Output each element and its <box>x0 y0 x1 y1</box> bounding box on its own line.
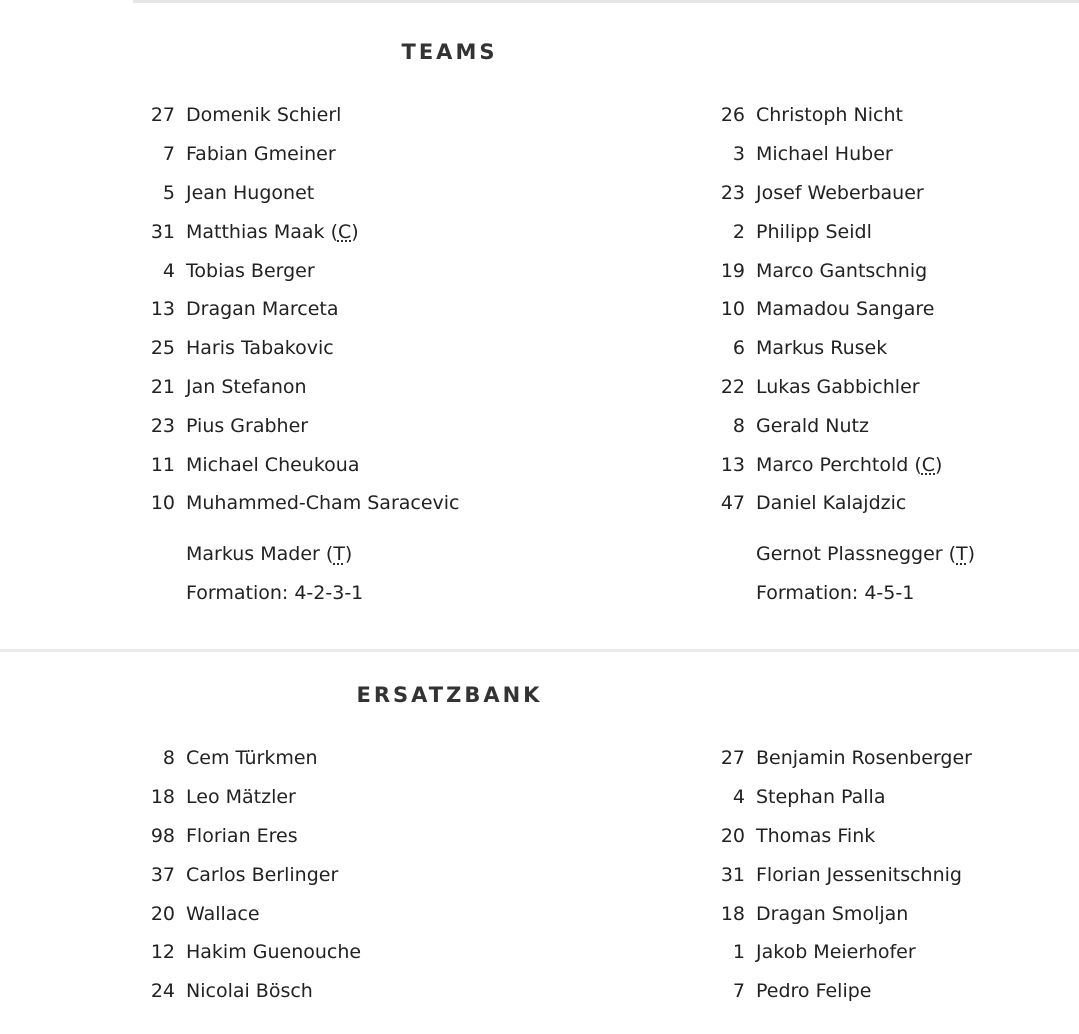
away-lineup <box>703 96 1043 612</box>
captain-abbr: C <box>921 453 936 476</box>
player-row <box>133 739 473 778</box>
shirt-number: 8 <box>162 747 175 770</box>
player-name: Marco Perchtold (C) <box>756 453 943 476</box>
shirt-number: 20 <box>720 824 745 847</box>
coach-abbr: T <box>333 543 345 566</box>
home-formation: Formation: 4-2-3-1 <box>186 581 364 604</box>
player-name <box>186 492 460 514</box>
player-name <box>756 941 916 963</box>
home-coach-name: Markus Mader <box>186 543 320 566</box>
player-name <box>756 260 927 282</box>
shirt-number: 23 <box>720 181 745 204</box>
player-name-text: Muhammed-Cham Saracevic <box>186 492 460 515</box>
away-coach-name: Gernot Plassnegger <box>756 543 943 566</box>
shirt-number: 27 <box>720 747 745 770</box>
player-row <box>703 778 1043 817</box>
player-name <box>756 903 908 925</box>
player-name <box>756 980 871 1002</box>
player-name-text: Haris Tabakovic <box>186 337 334 360</box>
player-name-text: Markus Rusek <box>756 337 888 360</box>
player-name <box>186 337 334 359</box>
shirt-number: 6 <box>732 337 745 360</box>
player-name-text: Dragan Marceta <box>186 298 339 321</box>
player-name-text: Dragan Smoljan <box>756 902 909 925</box>
player-name-text: Matthias Maak <box>186 220 325 243</box>
player-row <box>133 406 473 445</box>
player-row <box>133 174 473 213</box>
player-row <box>133 251 473 290</box>
player-row <box>703 251 1043 290</box>
player-row <box>703 484 1043 523</box>
player-row <box>133 96 473 135</box>
shirt-number: 26 <box>720 104 745 127</box>
home-coach: Markus Mader ( T ) <box>186 543 353 566</box>
away-formation: Formation: 4-5-1 <box>756 581 915 604</box>
player-name-text: Cem Türkmen <box>186 747 318 770</box>
player-name-text: Hakim Guenouche <box>186 941 362 964</box>
player-row <box>133 212 473 251</box>
player-name-text: Carlos Berlinger <box>186 863 339 886</box>
player-name-text: Pius Grabher <box>186 414 309 437</box>
player-name-text: Jakob Meierhofer <box>756 941 916 964</box>
shirt-number: 4 <box>732 786 745 809</box>
shirt-number: 7 <box>162 143 175 166</box>
shirt-number: 8 <box>732 414 745 437</box>
home-player-list <box>133 96 473 523</box>
bench-heading: ERSATZBANK <box>356 683 543 707</box>
player-row <box>703 739 1043 778</box>
player-name-text: Nicolai Bösch <box>186 980 313 1003</box>
away-coach: Gernot Plassnegger ( T ) <box>756 543 976 566</box>
player-name <box>186 298 339 320</box>
player-name <box>756 864 962 886</box>
player-row <box>703 933 1043 972</box>
player-name <box>756 376 920 398</box>
player-name <box>756 337 887 359</box>
shirt-number: 25 <box>150 337 175 360</box>
player-name <box>186 182 314 204</box>
player-name: Matthias Maak (C) <box>186 220 359 243</box>
player-row <box>703 817 1043 856</box>
shirt-number: 7 <box>732 980 745 1003</box>
player-name-text: Josef Weberbauer <box>756 181 924 204</box>
player-name-text: Michael Huber <box>756 143 893 166</box>
player-row <box>703 329 1043 368</box>
player-name <box>186 454 360 476</box>
player-row <box>703 135 1043 174</box>
player-name-text: Jean Hugonet <box>186 181 315 204</box>
shirt-number: 2 <box>732 220 745 243</box>
shirt-number: 37 <box>150 863 175 886</box>
shirt-number: 31 <box>150 220 175 243</box>
shirt-number: 98 <box>150 824 175 847</box>
player-name-text: Domenik Schierl <box>186 104 342 127</box>
player-row <box>133 894 473 933</box>
player-name <box>756 298 935 320</box>
player-name-text: Leo Mätzler <box>186 786 296 809</box>
shirt-number: 18 <box>720 902 745 925</box>
player-name-text: Tobias Berger <box>186 259 315 282</box>
player-name-text: Fabian Gmeiner <box>186 143 336 166</box>
player-row <box>133 329 473 368</box>
player-row <box>133 484 473 523</box>
player-name <box>186 143 336 165</box>
player-row <box>703 96 1043 135</box>
player-name-text: Florian Jessenitschnig <box>756 863 962 886</box>
player-name-text: Michael Cheukoua <box>186 453 360 476</box>
player-name <box>756 786 885 808</box>
player-row <box>703 212 1043 251</box>
player-name <box>186 864 338 886</box>
home-lineup <box>133 96 473 612</box>
away-bench <box>703 739 1043 1011</box>
player-row <box>133 368 473 407</box>
shirt-number: 20 <box>150 902 175 925</box>
player-name-text: Gerald Nutz <box>756 414 869 437</box>
player-row <box>703 894 1043 933</box>
player-name <box>756 143 893 165</box>
player-name-text: Florian Eres <box>186 824 298 847</box>
shirt-number: 19 <box>720 259 745 282</box>
captain-abbr: C <box>337 220 352 243</box>
player-name-text: Jan Stefanon <box>186 375 307 398</box>
player-row <box>703 855 1043 894</box>
shirt-number: 5 <box>162 181 175 204</box>
shirt-number: 13 <box>720 453 745 476</box>
home-bench <box>133 739 473 1011</box>
player-name-text: Daniel Kalajdzic <box>756 492 907 515</box>
away-player-list <box>703 96 1043 523</box>
player-row <box>133 778 473 817</box>
player-name-text: Benjamin Rosenberger <box>756 747 972 770</box>
shirt-number: 18 <box>150 786 175 809</box>
player-row <box>133 855 473 894</box>
player-name <box>186 941 361 963</box>
player-row <box>703 174 1043 213</box>
player-row <box>703 368 1043 407</box>
player-row <box>703 290 1043 329</box>
player-name <box>186 104 341 126</box>
player-row <box>133 135 473 174</box>
player-name <box>186 980 313 1002</box>
teams-heading: TEAMS <box>401 40 498 64</box>
player-name-text: Pedro Felipe <box>756 980 872 1003</box>
shirt-number: 13 <box>150 298 175 321</box>
player-name <box>186 825 298 847</box>
player-row <box>703 972 1043 1011</box>
shirt-number: 27 <box>150 104 175 127</box>
player-name-text: Philipp Seidl <box>756 220 872 243</box>
shirt-number: 12 <box>150 941 175 964</box>
player-row <box>133 817 473 856</box>
section-divider <box>0 649 1079 652</box>
player-name <box>756 221 872 243</box>
shirt-number: 10 <box>150 492 175 515</box>
player-name <box>186 903 260 925</box>
player-name-text: Stephan Palla <box>756 786 886 809</box>
shirt-number: 3 <box>732 143 745 166</box>
player-name <box>756 747 972 769</box>
player-name-text: Marco Gantschnig <box>756 259 928 282</box>
shirt-number: 1 <box>732 941 745 964</box>
player-name <box>186 260 315 282</box>
player-name <box>186 747 318 769</box>
player-name-text: Christoph Nicht <box>756 104 903 127</box>
player-name <box>186 376 307 398</box>
shirt-number: 21 <box>150 375 175 398</box>
player-name <box>756 104 903 126</box>
shirt-number: 31 <box>720 863 745 886</box>
player-row <box>133 445 473 484</box>
player-name <box>756 182 924 204</box>
player-name-text: Wallace <box>186 902 260 925</box>
player-name-text: Thomas Fink <box>756 824 876 847</box>
player-row <box>133 972 473 1011</box>
player-row <box>703 406 1043 445</box>
player-row <box>133 290 473 329</box>
player-name <box>756 415 869 437</box>
player-row <box>703 445 1043 484</box>
home-bench-list <box>133 739 473 1011</box>
player-name <box>186 786 296 808</box>
coach-abbr: T <box>956 543 968 566</box>
top-divider <box>133 0 1079 3</box>
player-name-text: Lukas Gabbichler <box>756 375 920 398</box>
player-name <box>756 825 875 847</box>
shirt-number: 10 <box>720 298 745 321</box>
player-name <box>186 415 308 437</box>
shirt-number: 23 <box>150 414 175 437</box>
away-bench-list <box>703 739 1043 1011</box>
shirt-number: 11 <box>150 453 175 476</box>
player-name <box>756 492 906 514</box>
shirt-number: 24 <box>150 980 175 1003</box>
shirt-number: 47 <box>720 492 745 515</box>
shirt-number: 4 <box>162 259 175 282</box>
player-row <box>133 933 473 972</box>
shirt-number: 22 <box>720 375 745 398</box>
player-name-text: Marco Perchtold <box>756 453 909 476</box>
player-name-text: Mamadou Sangare <box>756 298 935 321</box>
